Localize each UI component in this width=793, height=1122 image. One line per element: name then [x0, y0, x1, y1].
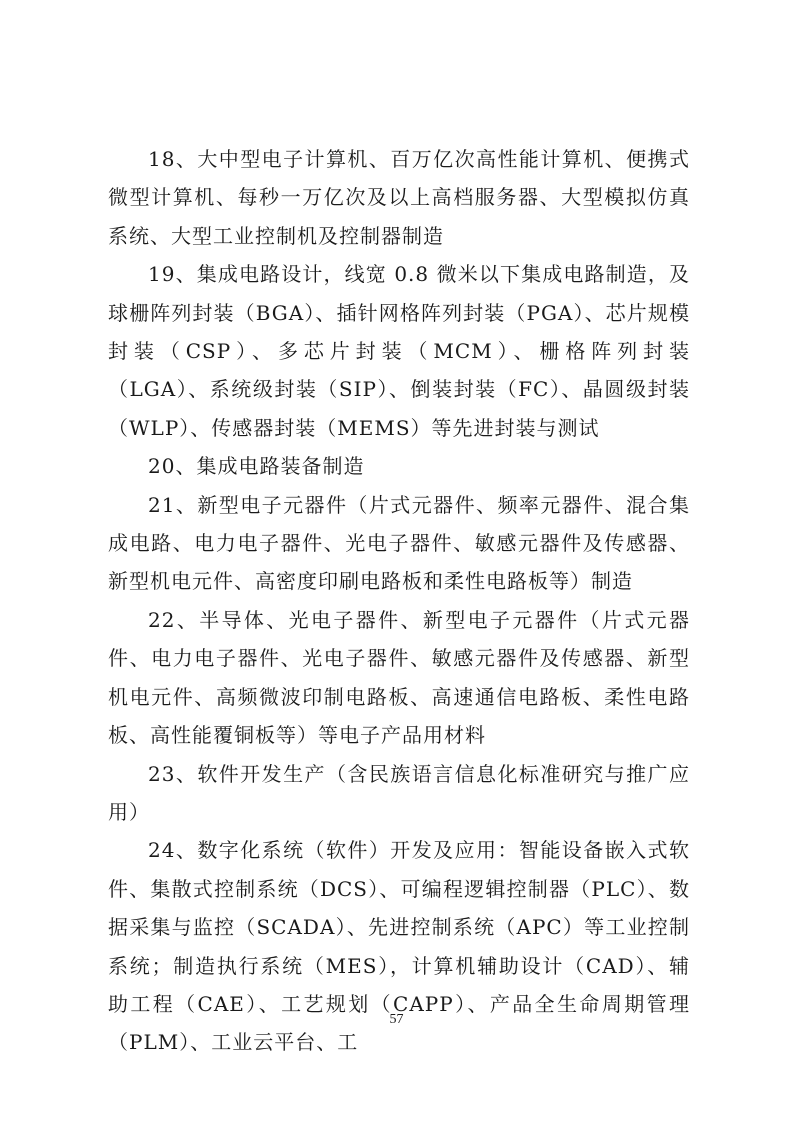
list-item-20: 20、集成电路装备制造 — [148, 454, 365, 479]
list-item-21: 21、新型电子元器件（片式元器件、频率元器件、混合集成电路、电力电子器件、光电子器件、敏感元器件及传感器、新型机电元件、高密度印刷电路板和柔性电路板等）制造 — [108, 492, 690, 594]
list-item-19: 19、集成电路设计，线宽 0.8 微米以下集成电路制造，及球栅阵列封装（BGA）、插针网格阵列封装（PGA）、芯片规模封装（CSP）、多芯片封装（MCM）、栅格阵列封装（LGA）、系统级封装（SIP）、倒装封装（FC）、晶圆级封装（WLP）、传感器封装（MEMS）等先进封装与测试 — [108, 262, 690, 440]
list-item-23: 23、软件开发生产（含民族语言信息化标准研究与推广应用） — [108, 761, 690, 824]
list-item-24: 24、数字化系统（软件）开发及应用：智能设备嵌入式软件、集散式控制系统（DCS）、可编程逻辑控制器（PLC）、数据采集与监控（SCADA）、先进控制系统（APC）等工业控制系统；制造执行系统（MES），计算机辅助设计（CAD）、辅助工程（CAE）、工艺规划（CAPP）、产品全生命周期管理（PLM）、工业云平台、工 — [108, 838, 690, 1055]
page-number: 57 — [389, 1012, 404, 1027]
document-body — [108, 140, 690, 1062]
list-item-18: 18、大中型电子计算机、百万亿次高性能计算机、便携式微型计算机、每秒一万亿次及以上高档服务器、大型模拟仿真系统、大型工业控制机及控制器制造 — [108, 147, 690, 248]
list-item-22: 22、半导体、光电子器件、新型电子元器件（片式元器件、电力电子器件、光电子器件、敏感元器件及传感器、新型机电元件、高频微波印制电路板、高速通信电路板、柔性电路板、高性能覆铜板等）等电子产品用材料 — [108, 607, 690, 748]
